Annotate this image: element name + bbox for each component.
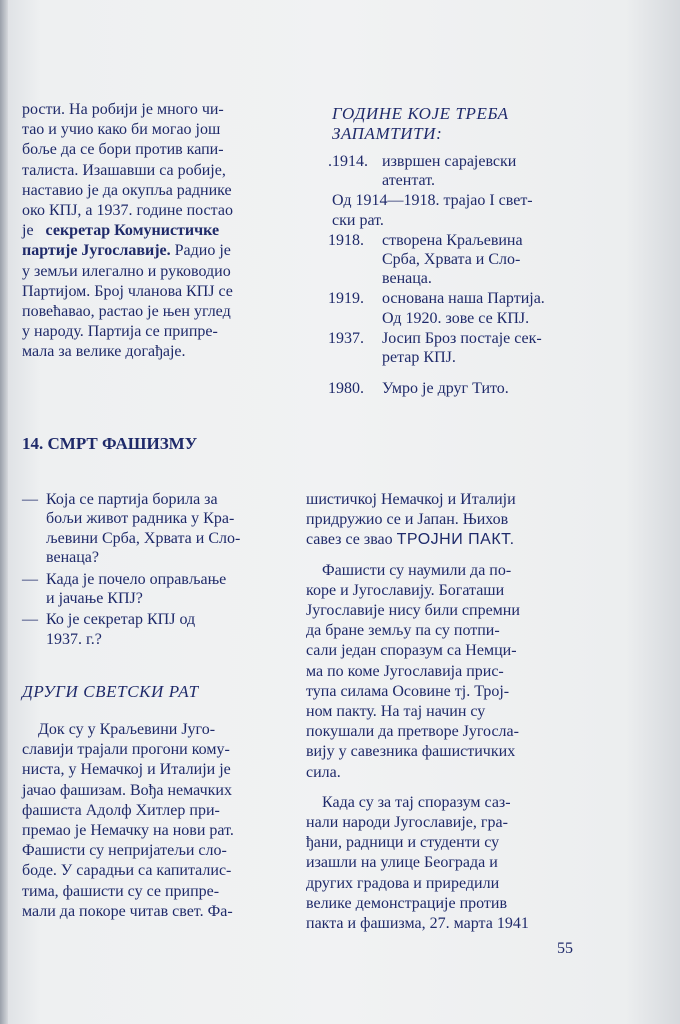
caps-text: ТРОЈНИ ПАКТ. — [396, 531, 515, 549]
text-line: других градова и приредили — [306, 874, 500, 892]
col1-bottom-text — [22, 720, 234, 922]
text-line — [306, 530, 529, 550]
question-text: Ко је секретар КПЈ од 1937. г.? — [46, 611, 196, 648]
text-line: Фашисти су непријатељи сло- — [22, 842, 227, 860]
text-line: тао и учио како би могао још — [22, 121, 221, 139]
text-line: тима, фашисти су се припре- — [22, 882, 220, 900]
review-questions — [22, 490, 240, 651]
date-text: основана наша Партија. Од 1920. зове се КПЈ. — [382, 290, 545, 327]
text-line: тупа силама Осовине тј. Трој- — [306, 682, 510, 700]
date-entry — [332, 191, 598, 229]
text-line: сила. — [306, 763, 341, 781]
date-entry — [328, 289, 598, 327]
bold-text: секретар Комунистичке — [45, 222, 220, 240]
text-line: покушали да претворе Југосла- — [306, 723, 519, 741]
date-entry — [328, 152, 598, 190]
question-dash: — — [22, 570, 38, 588]
text-line: ђани, радници и студенти су — [306, 834, 500, 852]
text-line: да бране земљу па су потпи- — [306, 622, 500, 640]
text-line: ном пакту. На тај начин су — [306, 703, 486, 721]
text-line: коре и Југославију. Богаташи — [306, 581, 505, 599]
dates-heading-line: ГОДИНЕ КОЈЕ ТРЕБА — [332, 104, 509, 123]
text-line: велике демонстрације против — [306, 894, 508, 912]
date-year: 1918. — [328, 231, 364, 249]
text-line: боде. У сарадњи са капиталис- — [22, 862, 232, 880]
text-line: мали да покоре читав свет. Фа- — [22, 902, 233, 920]
text-fragment: савез се звао — [306, 531, 397, 549]
text-line: повећавао, растао је њен углед — [22, 303, 231, 321]
text-line: у народу. Партија се припре- — [22, 323, 218, 341]
text-line: Док су у Краљевини Југо- — [38, 721, 216, 738]
text-fragment: је — [22, 222, 34, 240]
question-item — [22, 490, 240, 568]
text-line: талиста. Изашавши са робије, — [22, 161, 226, 179]
text-line: сали један споразум са Немци- — [306, 642, 517, 660]
text-fragment: Радио је — [170, 242, 231, 260]
text-line: боље да се бори против капи- — [22, 141, 224, 159]
text-line: Када су за тај споразум саз- — [322, 793, 511, 811]
date-year: 1919. — [328, 290, 364, 308]
text-line: изашли на улице Београда и — [306, 854, 498, 872]
dates-list — [328, 152, 598, 399]
col1-top-text — [22, 100, 233, 363]
date-text: Од 1914—1918. трајао I свет- ски рат. — [332, 192, 533, 229]
date-text: Јосип Броз постаје сек- ретар КПЈ. — [382, 329, 542, 367]
text-line: придружио се и Јапан. Њихов — [306, 511, 509, 529]
question-dash: — — [22, 611, 38, 629]
question-text: Када је почело оправљање и јачање КПЈ? — [46, 570, 227, 608]
page-binding-edge — [0, 0, 8, 1024]
text-line: у земљи илегално и руководио — [22, 262, 231, 280]
text-line: Партијом. Број чланова КПЈ се — [22, 282, 233, 300]
text-line — [22, 221, 233, 241]
dates-heading-line: ЗАПАМТИТИ: — [332, 124, 443, 143]
date-entry — [328, 379, 598, 398]
text-line: премао је Немачку на нови рат. — [22, 822, 234, 840]
question-dash: — — [22, 491, 38, 508]
col2-bottom-text — [306, 490, 529, 934]
text-line: пакта и фашизма, 27. марта 1941 — [306, 915, 529, 933]
text-line: мала за велике догађаје. — [22, 343, 186, 361]
text-line — [22, 241, 233, 261]
text-line: јачао фашизам. Вођа немачких — [22, 781, 232, 799]
page-number: 55 — [557, 940, 573, 957]
date-year: 1980. — [328, 380, 364, 398]
date-text: извршен сарајевски атентат. — [382, 153, 517, 190]
text-line: наставио је да окупља раднике — [22, 181, 232, 199]
text-line: нали народи Југославије, гра- — [306, 814, 508, 832]
date-text: Умро је друг Тито. — [382, 380, 509, 398]
question-text: Која се партија борила за бољи живот радника у Кра- љевини Срба, Хрвата и Сло- венаца? — [46, 491, 241, 567]
date-text: створена Краљевина Срба, Хрвата и Сло- венаца. — [382, 231, 523, 288]
bold-text: партије Југославије. — [22, 242, 171, 260]
date-year: .1914. — [328, 153, 368, 170]
question-item — [22, 570, 240, 609]
dates-heading — [332, 104, 509, 144]
text-line: Фашисти су наумили да по- — [322, 561, 512, 579]
text-line: славији трајали прогони кому- — [22, 741, 230, 759]
text-line: око КПЈ, а 1937. године постао — [22, 202, 233, 220]
section-title: 14. СМРТ ФАШИЗМУ — [22, 434, 198, 453]
date-year: 1937. — [328, 329, 364, 347]
text-line: шистичкој Немачкој и Италији — [306, 491, 516, 508]
date-entry — [328, 329, 598, 367]
question-item — [22, 610, 240, 649]
text-line: ниста, у Немачкој и Италији је — [22, 761, 231, 779]
text-line: ма по коме Југославија прис- — [306, 662, 504, 680]
date-entry — [328, 231, 598, 289]
text-line: рости. На робији је много чи- — [22, 101, 224, 118]
text-line: фашиста Адолф Хитлер при- — [22, 801, 220, 819]
text-line: Југославије нису били спремни — [306, 602, 520, 620]
subheading: ДРУГИ СВЕТСКИ РАТ — [22, 682, 199, 701]
text-line: вију у савезника фашистичких — [306, 743, 516, 761]
